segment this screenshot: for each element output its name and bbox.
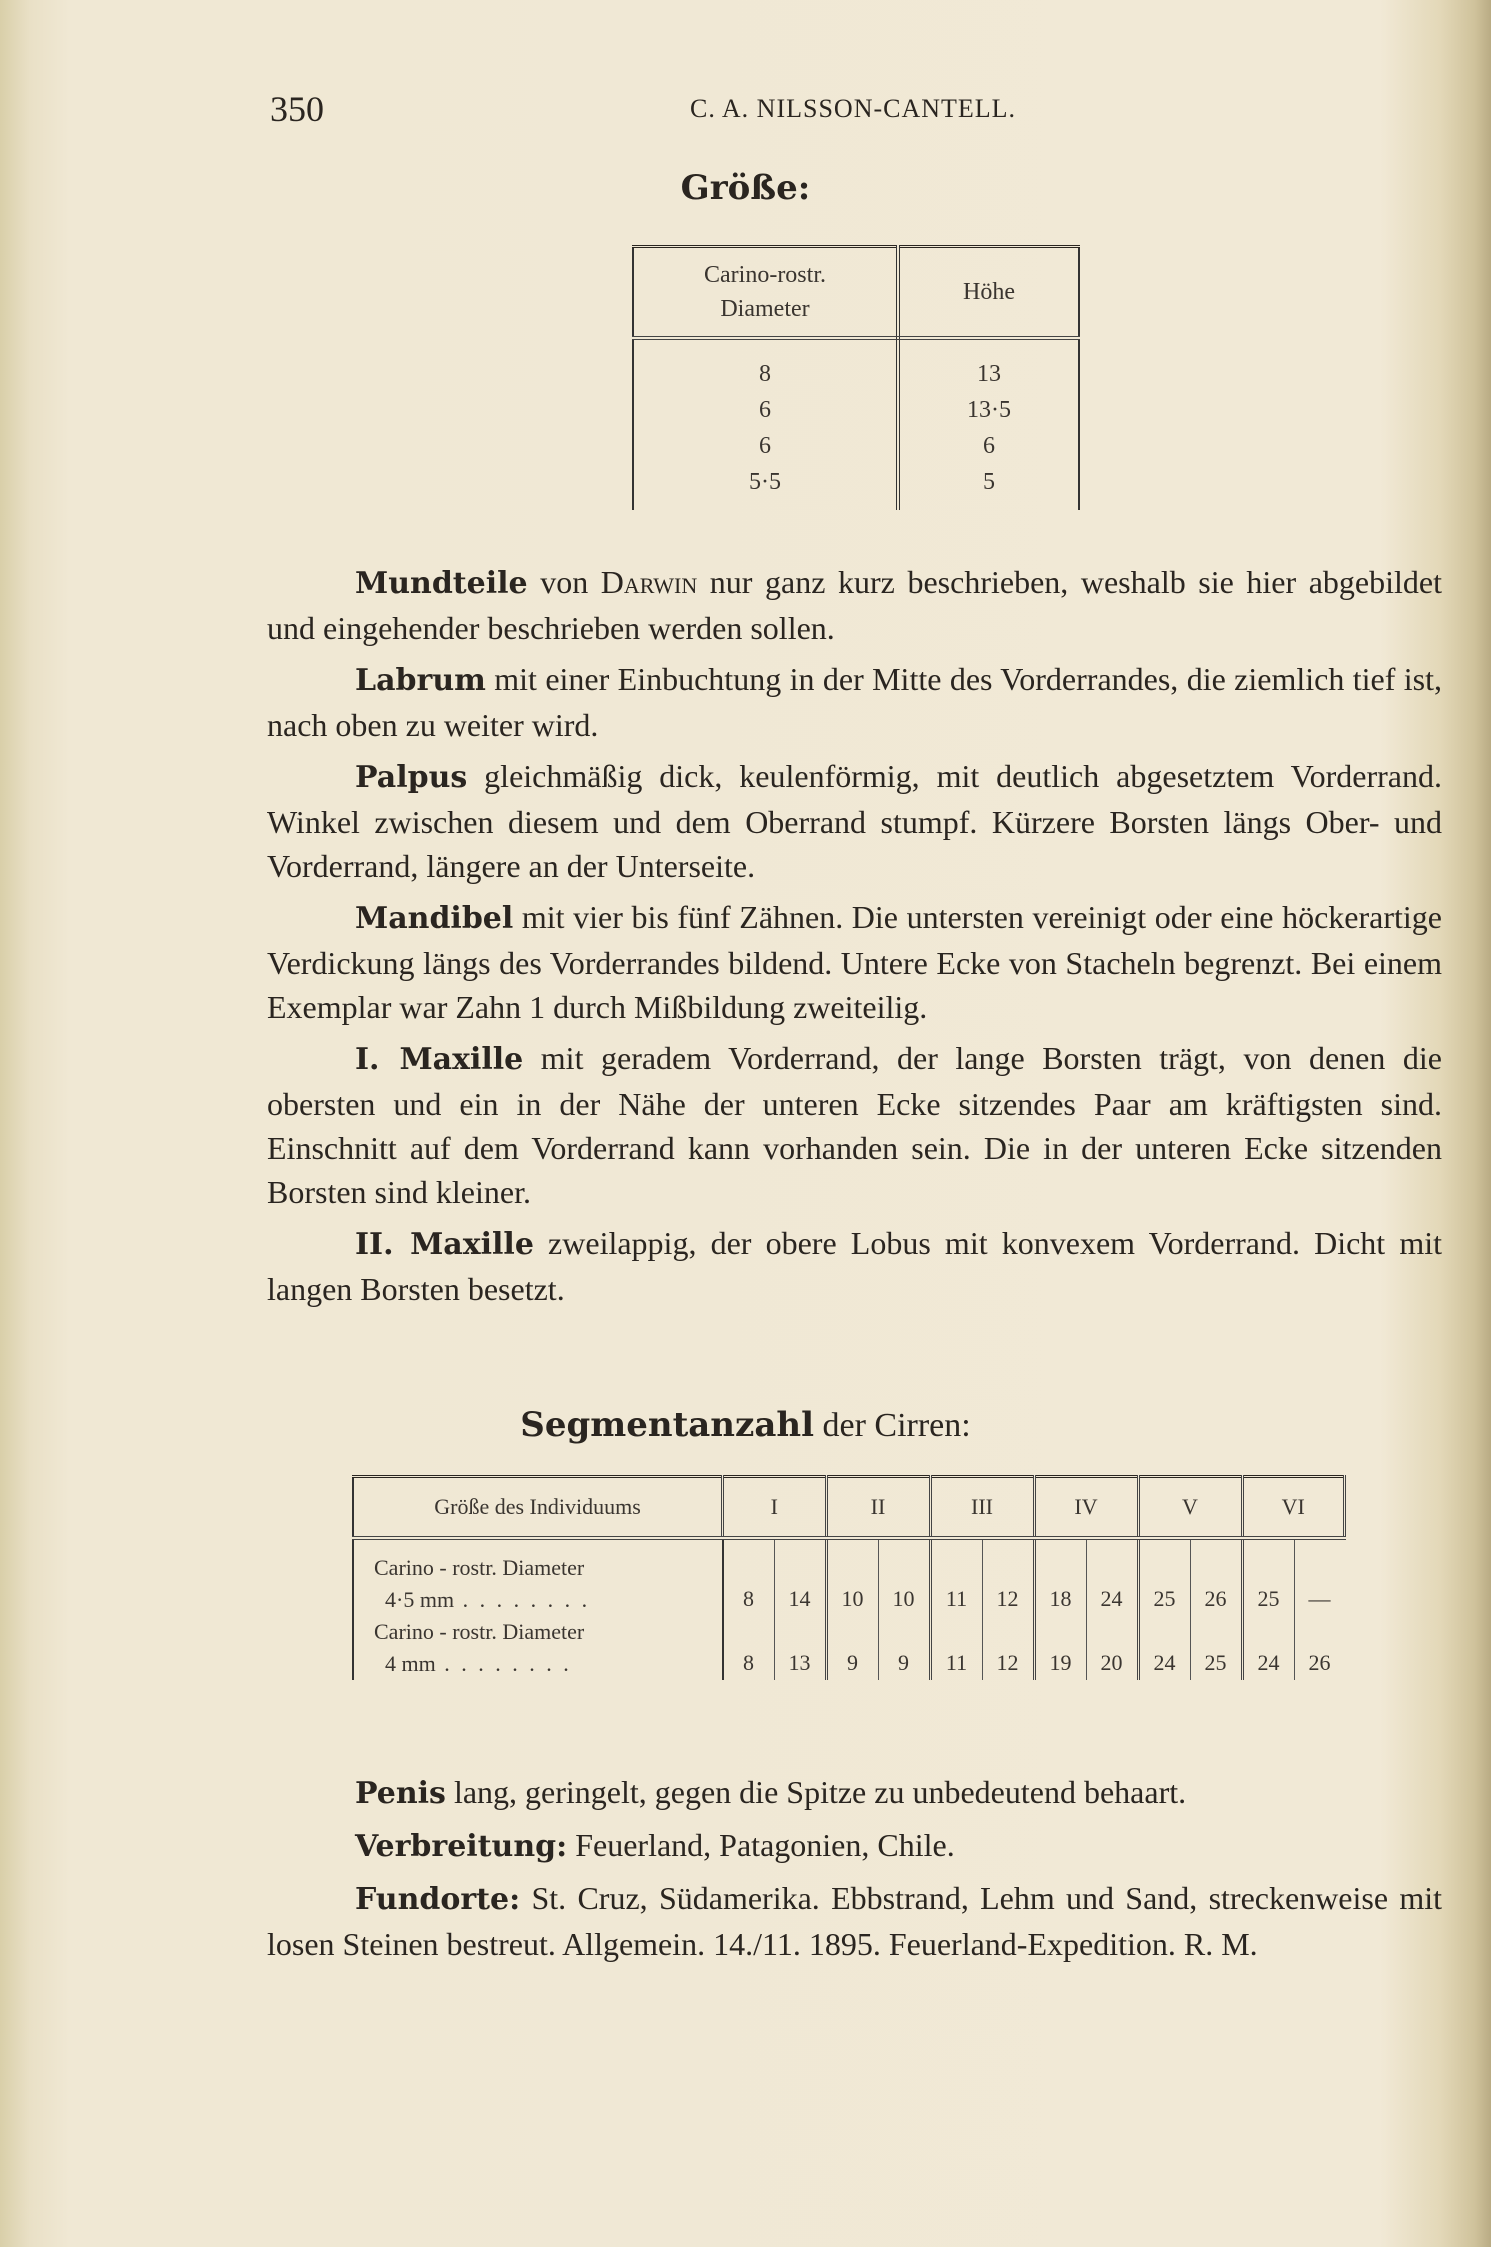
segment-value-cell: 26 (1190, 1538, 1242, 1616)
fundorte-text: St. Cruz, Südamerika. Ebbstrand, Lehm und Sand, streckenweise mit losen Steinen bestreut. Allgemein. 14./11. 1895. Feuerland-Expedition. R. M. (267, 1880, 1442, 1962)
size-table (632, 245, 1080, 510)
paragraph-maxille-1 (267, 1036, 1442, 1214)
term-maxille-1: I. Maxille (355, 1042, 524, 1077)
term-penis: Penis (355, 1776, 446, 1811)
paragraph-mundteile (267, 560, 1442, 650)
segment-value-cell: 20 (1086, 1616, 1138, 1680)
mundteile-text: nur ganz kurz beschrieben, weshalb sie hier abgebildet und eingehender beschrieben werden sollen. (267, 564, 1443, 646)
mundteile-pre: von (527, 564, 601, 600)
segment-title-rest: der Cirren: (814, 1407, 971, 1444)
term-labrum: Labrum (355, 663, 486, 698)
row-label-line2: 4·5 mm (385, 1587, 455, 1612)
row-label-line1: Carino - rostr. Diameter (374, 1619, 585, 1644)
segment-value-cell: — (1308, 1586, 1331, 1611)
segment-col-iv: IV (1034, 1477, 1138, 1539)
segment-value-cell: 9 (826, 1616, 878, 1680)
segment-value-cell: 26 (1308, 1650, 1331, 1675)
segment-title-bold: Segmentanzahl (520, 1405, 814, 1445)
table-row (353, 1616, 1345, 1680)
segment-value-cell: 12 (982, 1538, 1034, 1616)
running-head: C. A. NILSSON-CANTELL. (690, 94, 1017, 123)
segment-value-cell: 25 (1138, 1538, 1190, 1616)
size-table-header (633, 247, 1079, 339)
segment-col-ii: II (826, 1477, 930, 1539)
mandibel-text: mit vier bis fünf Zähnen. Die untersten vereinigt oder eine höckerartige Verdickung längs des Vorderrandes bildend. Untere Ecke von Stacheln begrenzt. Bei einem Exemplar war Zahn 1 durch Mißbildung zweiteilig. (267, 899, 1442, 1025)
row-label-line2: 4 mm (385, 1651, 436, 1676)
leader-dots: . . . . . . . . (435, 1651, 572, 1676)
segment-value-cell: 19 (1034, 1616, 1086, 1680)
paragraph-verbreitung (267, 1823, 1442, 1869)
segment-table-header (353, 1477, 1345, 1539)
size-col-diameter-line2: Diameter (720, 296, 810, 322)
size-diameter-cell: 6 (633, 392, 898, 428)
segment-value-cell: 10 (826, 1538, 878, 1616)
labrum-text: mit einer Einbuchtung in der Mitte des Vorderrandes, die ziemlich tief ist, nach oben zu weiter wird. (267, 661, 1442, 743)
size-col-diameter-line1: Carino-rostr. (704, 262, 826, 288)
segment-value-cell: 24 (1242, 1616, 1294, 1680)
term-maxille-2: II. Maxille (355, 1227, 534, 1262)
body-text (267, 560, 1442, 1318)
penis-text: lang, geringelt, gegen die Spitze zu unbedeutend behaart. (445, 1774, 1187, 1810)
row-label-line1: Carino - rostr. Diameter (374, 1555, 585, 1580)
segment-col-i: I (723, 1477, 827, 1539)
segment-row-label (353, 1616, 723, 1680)
segment-value-cell: 11 (930, 1616, 982, 1680)
verbreitung-text: Feuerland, Patagonien, Chile. (567, 1827, 955, 1863)
segment-value-cell: 13 (774, 1616, 826, 1680)
segment-col-v: V (1138, 1477, 1242, 1539)
segment-col-iii: III (930, 1477, 1034, 1539)
segment-col-vi: VI (1242, 1477, 1345, 1539)
paragraph-labrum (267, 657, 1442, 747)
palpus-text: gleichmäßig dick, keulenförmig, mit deutlich abgesetztem Vorderrand. Winkel zwischen diesem und dem Oberrand stumpf. Kürzere Borsten längs Ober- und Vorderrand, längere an der Unterseite. (267, 758, 1442, 884)
segment-value-cell: 11 (930, 1538, 982, 1616)
size-diameter-cell: 5·5 (633, 464, 898, 510)
size-col-height: Höhe (898, 247, 1079, 339)
table-row (633, 464, 1079, 510)
segment-value-cell: 25 (1190, 1616, 1242, 1680)
paragraph-mandibel (267, 895, 1442, 1029)
term-palpus: Palpus (355, 760, 468, 795)
paragraph-maxille-2 (267, 1221, 1442, 1311)
table-row (633, 338, 1079, 392)
paragraph-fundorte (267, 1876, 1442, 1966)
segment-value-cell: 24 (1138, 1616, 1190, 1680)
segment-value-cell: 14 (774, 1538, 826, 1616)
segment-value-cell: 24 (1086, 1538, 1138, 1616)
segment-table (352, 1475, 1346, 1680)
segment-value-cell: 10 (878, 1538, 930, 1616)
author-darwin: Darwin (600, 564, 698, 600)
size-height-cell: 13·5 (898, 392, 1079, 428)
size-diameter-cell: 8 (633, 338, 898, 392)
term-fundorte: Fundorte: (355, 1882, 521, 1917)
size-height-cell: 5 (898, 464, 1079, 510)
size-diameter-cell: 6 (633, 428, 898, 464)
size-col-diameter (633, 247, 898, 339)
paragraph-penis (267, 1770, 1442, 1816)
segment-value-cell: 8 (723, 1616, 775, 1680)
page-number: 350 (270, 89, 324, 129)
segment-row-label (353, 1538, 723, 1616)
segment-value-cell: 18 (1034, 1538, 1086, 1616)
size-table-title: Größe: (680, 168, 811, 208)
term-verbreitung: Verbreitung: (355, 1829, 568, 1864)
paragraph-palpus (267, 754, 1442, 888)
size-height-cell: 13 (898, 338, 1079, 392)
closing-text (267, 1770, 1442, 1973)
table-row (633, 428, 1079, 464)
segment-col-size: Größe des Individuums (353, 1477, 723, 1539)
segment-value-cell: 9 (878, 1616, 930, 1680)
segment-table-title (0, 1405, 1491, 1445)
maxille-1-text: mit geradem Vorderrand, der lange Borsten trägt, von denen die obersten und ein in der Nähe der unteren Ecke sitzendes Paar am kräftigsten sind. Einschnitt auf dem Vorderrand kann vorhanden sein. Die in der unteren Ecke sitzenden Borsten sind kleiner. (267, 1040, 1443, 1210)
leader-dots: . . . . . . . . (454, 1587, 591, 1612)
table-row (353, 1538, 1345, 1616)
segment-value-cell: 25 (1242, 1538, 1294, 1616)
table-row (633, 392, 1079, 428)
size-height-cell: 6 (898, 428, 1079, 464)
segment-value-cell: 8 (723, 1538, 775, 1616)
segment-value-cell: 12 (982, 1616, 1034, 1680)
term-mandibel: Mandibel (355, 901, 514, 936)
maxille-2-text: zweilappig, der obere Lobus mit konvexem Vorderrand. Dicht mit langen Borsten besetzt. (267, 1225, 1442, 1307)
term-mundteile: Mundteile (355, 566, 528, 601)
